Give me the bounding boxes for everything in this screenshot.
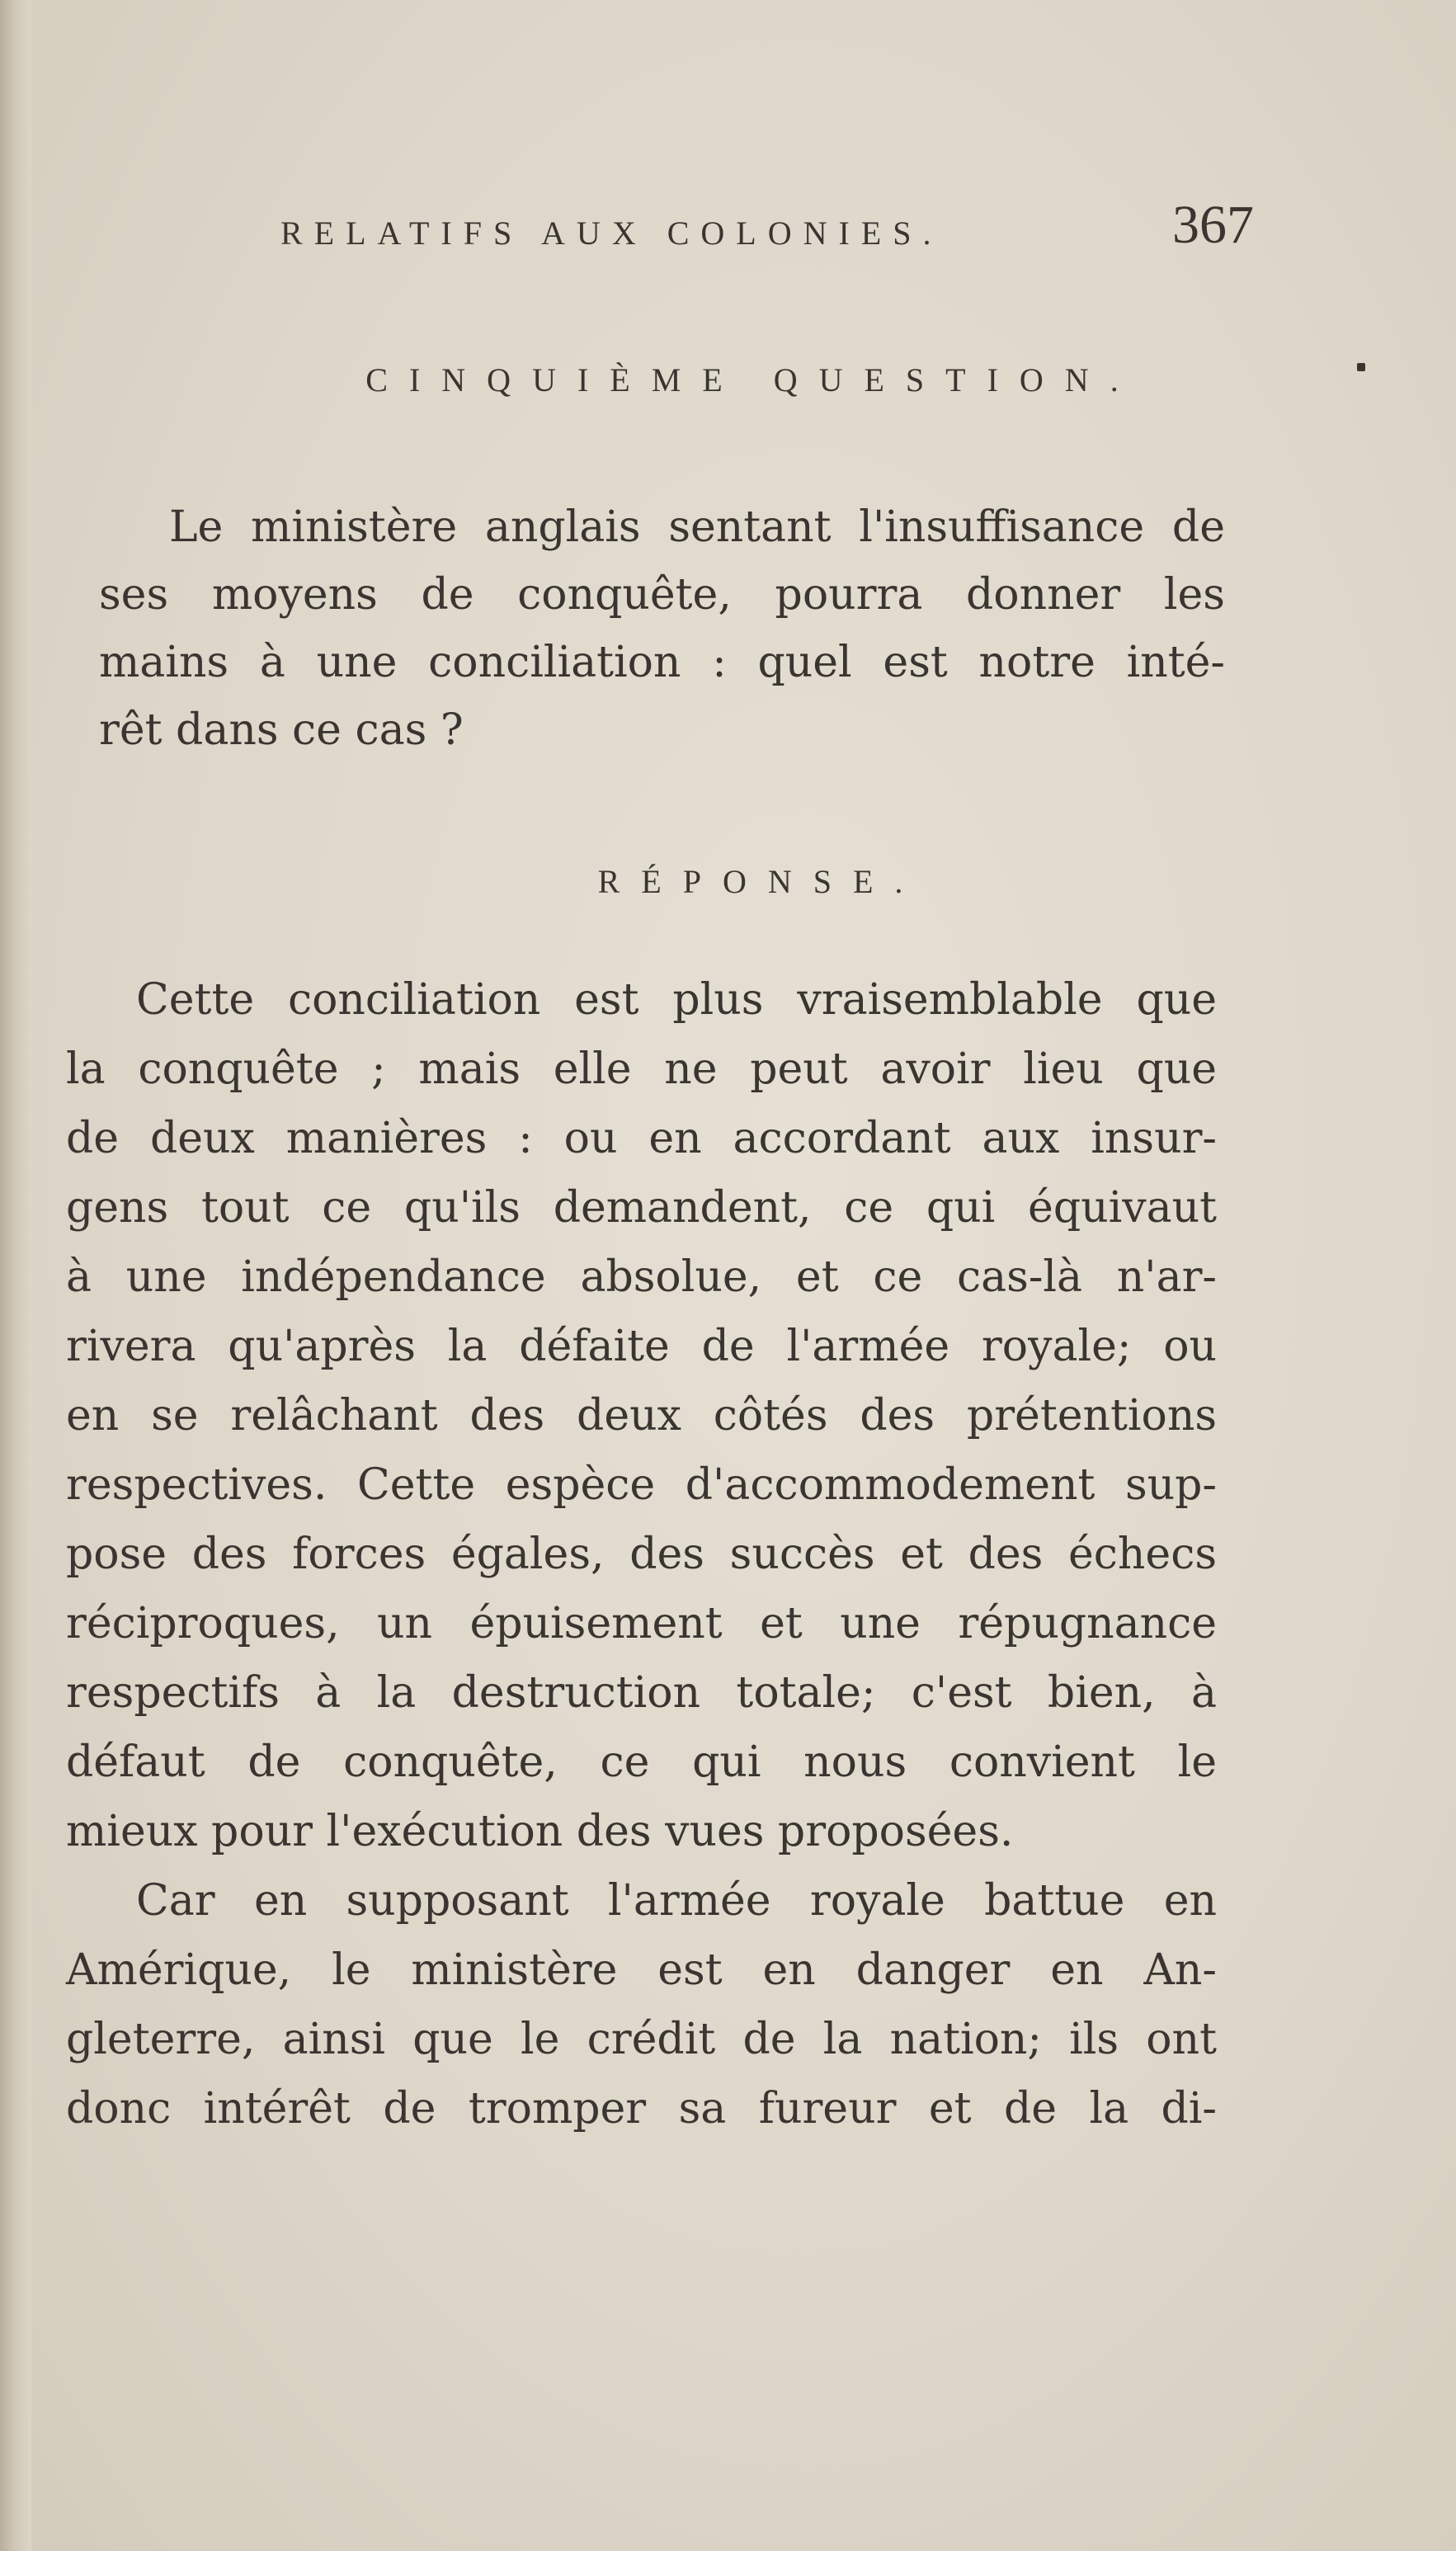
text-line: Cette conciliation est plus vraisemblable que <box>136 975 1217 1025</box>
paper-speck <box>1357 363 1365 371</box>
text-line: gleterre, ainsi que le crédit de la nation; ils ont <box>66 2015 1217 2064</box>
text-line: ses moyens de conquête, pourra donner les <box>99 570 1225 620</box>
text-line: respectives. Cette espèce d'accommodement sup- <box>66 1460 1217 1510</box>
question-paragraph <box>99 493 1225 764</box>
answer-text <box>66 965 1217 2143</box>
text-line: rêt dans ce cas ? <box>99 705 464 755</box>
page-number: 367 <box>1172 195 1254 255</box>
text-line: Amérique, le ministère est en danger en An- <box>66 1945 1217 1995</box>
text-line: Le ministère anglais sentant l'insuffisance de <box>169 502 1225 552</box>
text-line: à une indépendance absolue, et ce cas-là n'ar- <box>66 1252 1217 1302</box>
text-line: réciproques, un épuisement et une répugnance <box>66 1599 1217 1648</box>
text-line: défaut de conquête, ce qui nous convient le <box>66 1738 1217 1787</box>
answer-heading: RÉPONSE. <box>597 863 925 900</box>
text-line: respectifs à la destruction totale; c'est bien, à <box>66 1668 1217 1718</box>
text-line: mains à une conciliation : quel est notre inté- <box>99 638 1225 687</box>
text-line: donc intérêt de tromper sa fureur et de la di- <box>66 2084 1217 2134</box>
running-head: RELATIFS AUX COLONIES. <box>280 215 943 252</box>
text-line: la conquête ; mais elle ne peut avoir lieu que <box>66 1044 1217 1094</box>
text-line: pose des forces égales, des succès et des échecs <box>66 1530 1217 1579</box>
text-line: rivera qu'après la défaite de l'armée royale; ou <box>66 1322 1217 1371</box>
text-line: gens tout ce qu'ils demandent, ce qui équivaut <box>66 1183 1217 1233</box>
page-header <box>280 194 1254 268</box>
text-line: mieux pour l'exécution des vues proposées. <box>66 1807 1014 1856</box>
text-line: de deux manières : ou en accordant aux insur- <box>66 1114 1217 1163</box>
text-line: Car en supposant l'armée royale battue en <box>136 1876 1217 1926</box>
text-line: en se relâchant des deux côtés des prétentions <box>66 1391 1217 1441</box>
question-heading: CINQUIÈME QUESTION. <box>365 361 1140 398</box>
